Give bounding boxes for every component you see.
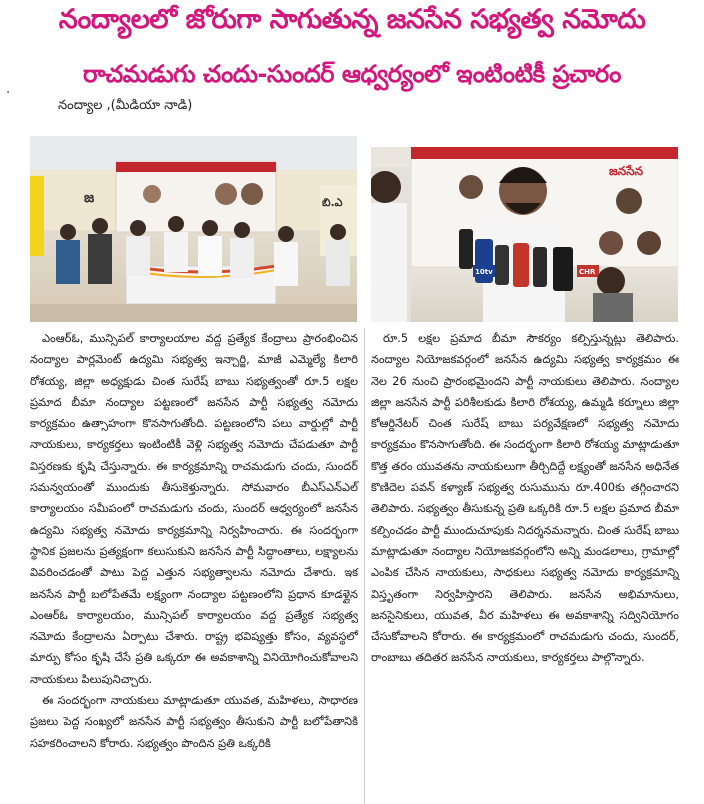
column-divider [364, 328, 365, 804]
article-column-1 [30, 328, 358, 754]
banner-brand: జనసేన [609, 164, 644, 178]
photo-speaker [371, 147, 678, 322]
mic-label-1: 10tv [475, 268, 493, 276]
page-edge-dot: · [6, 86, 11, 101]
dateline: నంద్యాల ,(మీడియా నాడి) [58, 98, 193, 113]
headline-line-1: నంద్యాలలో జోరుగా సాగుతున్న జనసేన సభ్యత్వ నమోదు [58, 4, 646, 35]
headline-line-2: రాచమడుగు చందు-సుందర్ ఆధ్వర్యంలో ఇంటింటికీ ప్రచారం [83, 60, 621, 88]
article-column-2 [371, 328, 679, 669]
article-paragraph: ఈ సందర్భంగా నాయకులు మాట్లాడుతూ యువత, మహిళలు, సాధారణ ప్రజలు పెద్ద సంఖ్యలో జనసేన పార్టీ సభ్యత్వం తీసుకుని పార్టీ బలోపేతానికి సహకరించాలని కోరారు. సభ్యత్వం పొందిన ప్రతి ఒక్కరికి [30, 694, 358, 750]
banner-sign: బి.ఎ [322, 196, 343, 209]
photo-meeting-scene [30, 136, 357, 322]
article-paragraph: రూ.5 లక్షల ప్రమాద బీమా సౌకర్యం కల్పిస్తున్నట్లు తెలిపారు. నంద్యాల నియోజకవర్గంలో జనసేన ఉద్యమి సభ్యత్వ కార్యక్రమం ఈ నెల 26 నుంచి ప్రారంభమైందని పార్టీ నాయకులు తెలిపారు. నంద్యాల జిల్లా జనసేన పార్టీ పరిశీలకుడు కిలారి రోశయ్య, ఉమ్మడి కర్నూలు జిల్లా కోఆర్డినేటర్ చింత సురేష్ బాబు పర్యవేక్షణలో సభ్యత్వ నమోదు కార్యక్రమం కొనసాగుతోంది. ఈ సందర్భంగా కిలారి రోశయ్య మాట్లాడుతూ కొత్త తరం యువతను నాయకులుగా తీర్చిదిద్దే లక్ష్యంతో జనసేన అధినేత కొణిదెల పవన్ కళ్యాణ్ సభ్యత్వ రుసుమును రూ.400కు తగ్గించారని తెలిపారు. సభ్యత్వం తీసుకున్న ప్రతి ఒక్కరికి రూ.5 లక్షల ప్రమాద బీమా కల్పించడం పార్టీ ముందుచూపుకు నిదర్శనమన్నారు. చింత సురేష్ బాబు మాట్లాడుతూ నంద్యాల నియోజకవర్గంలోని అన్ని మండలాలు, గ్రామాల్లో ఎంపిక చేసిన నాయకులు, సాధకులు సభ్యత్వ నమోదు కార్యక్రమాన్ని విస్తృతంగా నిర్వహిస్తారని తెలిపారు. జనసేన అభిమానులు, జనసైనికులు, యువత, వీర మహిళలు ఈ అవకాశాన్ని సద్వినియోగం చేసుకోవాలని కోరారు. ఈ కార్యక్రమంలో రాచమడుగు చందు, సుందర్, రాంబాబు తదితర జనసేన నాయకులు, కార్యకర్తలు పాల్గొన్నారు. [371, 332, 679, 665]
article-paragraph: ఎంఆర్ఓ, మున్సిపల్ కార్యాలయాల వద్ద ప్రత్యేక కేంద్రాలు ప్రారంభించిన నంద్యాల పార్లమెంట్ ఉద్యమి సభ్యత్వ ఇన్చార్జి, మాజీ ఎమ్మెల్యే కిలారి రోశయ్య, జిల్లా అధ్యక్షుడు చింత సురేష్ బాబు సభ్యత్వంతో రూ.5 లక్షల ప్రమాద బీమా నంద్యాల పట్టణంలో జనసేన పార్టీ సభ్యత్వ నమోదు కార్యక్రమం ఉత్సాహంగా కొనసాగుతోంది. పట్టణంలోని పలు వార్డుల్లో పార్టీ నాయకులు, కార్యకర్తలు ఇంటింటికీ వెళ్లి సభ్యత్వ నమోదు చేపడుతూ పార్టీ విస్తరణకు కృషి చేస్తున్నారు. ఈ కార్యక్రమాన్ని రాచమడుగు చందు, సుందర్ సమన్వయంతో ముందుకు తీసుకెళ్తున్నారు. సోమవారం బీఎస్ఎన్ఎల్ కార్యాలయం సమీపంలో రాచమడుగు చందు, సుందర్ ఆధ్వర్యంలో జనసేన ఉద్యమి సభ్యత్వ నమోదు కార్యక్రమాన్ని నిర్వహించారు. ఈ సందర్భంగా స్థానిక ప్రజలను ప్రత్యక్షంగా కలుసుకుని జనసేన పార్టీ సిద్ధాంతాలు, లక్ష్యాలను వివరించడంతో పాటు పెద్ద ఎత్తున సభ్యత్వాలను నమోదు చేశారు. ఇక జనసేన పార్టీ బలోపేతమే లక్ష్యంగా నంద్యాల పట్టణంలోని ప్రధాన కూడళ్లైన ఎంఆర్ఓ కార్యాలయం, మున్సిపల్ కార్యాలయం వద్ద ప్రత్యేక సభ్యత్వ నమోదు కేంద్రాలను ఏర్పాటు చేశారు. రాష్ట్ర భవిష్యత్తు కోసం, వ్యవస్థలో మార్పు కోసం కృషి చేసే ప్రతి ఒక్కరూ ఈ అవకాశాన్ని వినియోగించుకోవాలని నాయకులు పిలుపునిచ్చారు. [30, 332, 358, 686]
photo-speaker-scene [371, 147, 678, 322]
mic-label-2: CHR [579, 268, 596, 276]
banner-letter: జ [84, 190, 95, 206]
photo-meeting [30, 136, 357, 322]
